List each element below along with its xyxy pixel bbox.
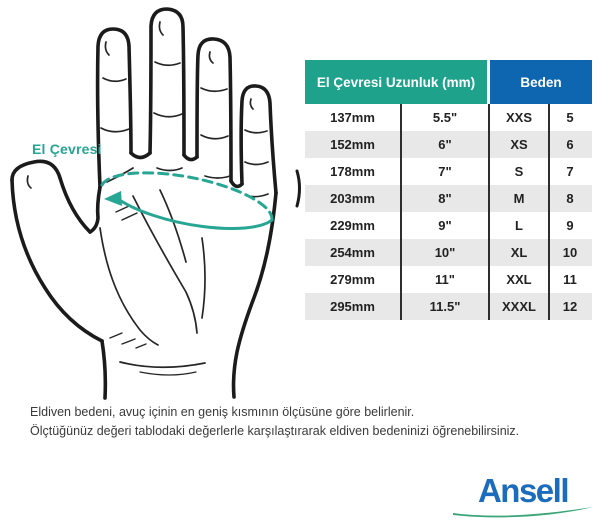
cell-size-number: 5 <box>566 110 574 125</box>
cell-size-number: 9 <box>566 218 574 233</box>
cell-mm: 295mm <box>305 293 402 320</box>
cell-inches: 5.5" <box>402 104 490 131</box>
measure-arrowhead-icon <box>104 191 122 206</box>
cell-mm: 229mm <box>305 212 402 239</box>
cell-size-letter: S <box>490 158 550 185</box>
cell-size-number: 7 <box>566 164 574 179</box>
cell-size-number: 8 <box>566 191 574 206</box>
cell-mm: 137mm <box>305 104 402 131</box>
cell-size-letter: XXL <box>490 266 550 293</box>
cell-size-letter: XXXL <box>490 293 550 320</box>
ansell-logo-text: Ansell <box>477 472 569 509</box>
circumference-label: El Çevresi <box>32 141 102 157</box>
table-row <box>305 185 592 212</box>
size-header: Beden <box>490 60 592 104</box>
footer-text <box>30 403 519 441</box>
cell-mm: 152mm <box>305 131 402 158</box>
circumference-ellipse-icon <box>102 173 272 229</box>
cell-size-letter: XS <box>490 131 550 158</box>
table-row <box>305 131 592 158</box>
cell-inches: 9" <box>402 212 490 239</box>
cell-mm: 203mm <box>305 185 402 212</box>
cell-size-number: 6 <box>566 137 574 152</box>
cell-inches: 7" <box>402 158 490 185</box>
cell-size-letter: XL <box>490 239 550 266</box>
cell-inches: 8" <box>402 185 490 212</box>
footer-line-1: Eldiven bedeni, avuç içinin en geniş kısmının ölçüsüne göre belirlenir. <box>30 405 415 419</box>
table-row <box>305 158 592 185</box>
cell-size-letter: M <box>490 185 550 212</box>
cell-mm: 279mm <box>305 266 402 293</box>
cell-size-letter: XXS <box>490 104 550 131</box>
table-header-row <box>305 60 592 104</box>
cell-mm: 254mm <box>305 239 402 266</box>
cell-size-number: 10 <box>562 245 578 260</box>
cell-inches: 11.5" <box>402 293 490 320</box>
table-row <box>305 104 592 131</box>
table-row <box>305 239 592 266</box>
cell-mm: 178mm <box>305 158 402 185</box>
cell-size-number: 11 <box>563 272 577 287</box>
size-table <box>305 60 592 320</box>
cell-size-number: 12 <box>562 299 578 314</box>
table-row <box>305 266 592 293</box>
hand-drawing-icon <box>0 0 302 405</box>
cell-inches: 6" <box>402 131 490 158</box>
footer-line-2: Ölçtüğünüz değeri tablodaki değerlerle karşılaştırarak eldiven bedeninizi öğrenebilirsiniz. <box>30 424 520 438</box>
hand-illustration <box>0 0 302 405</box>
cell-inches: 11" <box>402 266 490 293</box>
ansell-logo <box>452 474 594 520</box>
table-row <box>305 293 592 320</box>
cell-inches: 10" <box>402 239 490 266</box>
measurement-header: El Çevresi Uzunluk (mm) <box>305 60 487 104</box>
table-row <box>305 212 592 239</box>
table-body <box>305 104 592 320</box>
cell-size-letter: L <box>490 212 550 239</box>
